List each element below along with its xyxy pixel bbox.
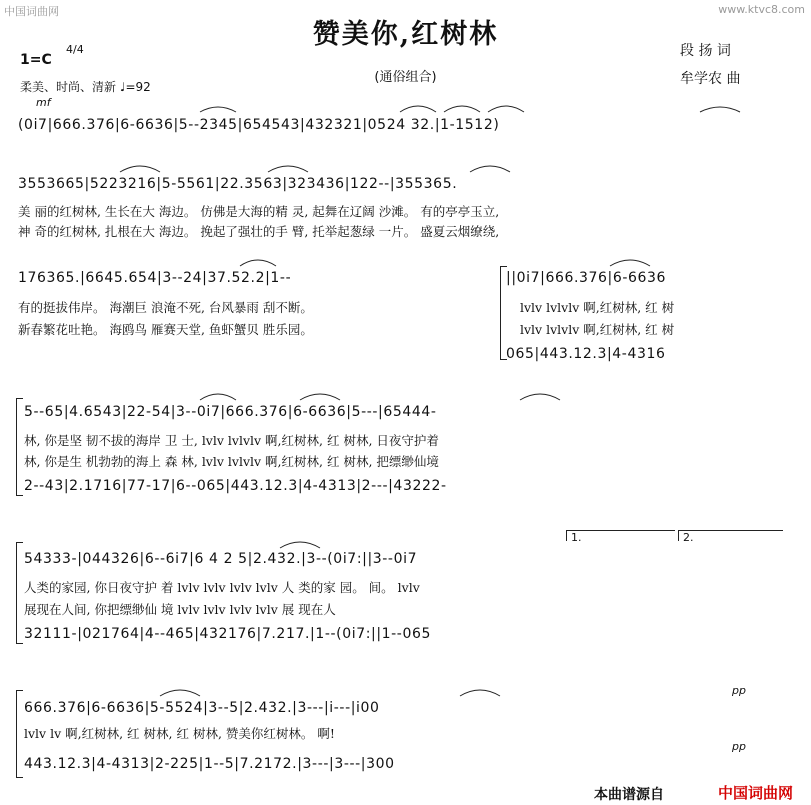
lyrics-5-line-2: 展现在人间, 你把缥缈仙 境 lvlv lvlv lvlv lvlv 展 现在人 bbox=[24, 602, 336, 617]
score-line-3-upper: ||0i7|666.376|6-6636 bbox=[506, 270, 667, 286]
lyrics-6-line-1: lvlv lv 啊,红树林, 红 树林, 红 树林, 赞美你红树林。 啊! bbox=[24, 726, 335, 741]
lyrics-5-line-1: 人类的家园, 你日夜守护 着 lvlv lvlv lvlv lvlv 人 类的家 园。 间。 lvlv bbox=[24, 580, 420, 595]
composer-credit: 牟学农 曲 bbox=[680, 71, 741, 87]
footer-brand-logo: 中国词曲网 bbox=[718, 784, 794, 802]
watermark-site-url: www.ktvc8.com bbox=[718, 3, 805, 16]
score-line-4-lower: 2--43|2.1716|77-17|6--065|443.12.3|4-4313|2---|43222- bbox=[24, 478, 447, 494]
score-line-6-upper: 666.376|6-6636|5-5524|3--5|2.432.|3---|i---|i00 bbox=[24, 700, 380, 716]
volta-first-ending: 1. bbox=[566, 530, 675, 541]
dynamic-pp-upper: pp bbox=[732, 684, 746, 697]
watermark-site-name: 中国词曲网 bbox=[4, 5, 59, 18]
song-title: 赞美你,红树林 bbox=[312, 19, 499, 50]
score-line-3-lower: 065|443.12.3|4-4316 bbox=[506, 346, 666, 362]
lyrics-3-verse-1: 有的挺拔伟岸。 海潮巨 浪淹不死, 台风暴雨 刮不断。 bbox=[18, 300, 313, 315]
score-line-6-lower: 443.12.3|4-4313|2-225|1--5|7.2172.|3---|3---|300 bbox=[24, 756, 395, 772]
key-signature: 1=C bbox=[20, 52, 52, 68]
score-line-4-upper: 5--65|4.6543|22-54|3--0i7|666.376|6-6636|5---|65444- bbox=[24, 404, 437, 420]
time-signature: 4/4 bbox=[66, 43, 84, 56]
song-subtitle: (通俗组合) bbox=[374, 70, 437, 85]
tempo-marking: 柔美、时尚、清新 ♩=92 bbox=[20, 80, 151, 94]
lyrics-verse-1: 美 丽的红树林, 生长在大 海边。 仿佛是大海的精 灵, 起舞在辽阔 沙滩。 有的亭亭玉立, bbox=[18, 204, 500, 219]
dynamic-pp-lower: pp bbox=[732, 740, 746, 753]
dynamic-marking: mf bbox=[36, 96, 51, 109]
lyrics-4-line-1: 林, 你是坚 韧不拔的海岸 卫 士, lvlv lvlvlv 啊,红树林, 红 树林, 日夜守护着 bbox=[24, 433, 439, 448]
score-line-verse-melody: 3553665|5223216|5-5561|22.3563|323436|122--|355365. bbox=[18, 176, 458, 192]
lyrics-4-line-2: 林, 你是生 机勃勃的海上 森 林, lvlv lvlvlv 啊,红树林, 红 树林, 把缥缈仙境 bbox=[24, 454, 439, 469]
score-line-5-lower: 32111-|021764|4--465|432176|7.217.|1--(0i7:||1--065 bbox=[24, 626, 431, 642]
score-line-3-melody: 176365.|6645.654|3--24|37.52.2|1-- bbox=[18, 270, 292, 286]
volta-second-ending: 2. bbox=[678, 530, 783, 541]
lyrics-verse-2: 神 奇的红树林, 扎根在大 海边。 挽起了强壮的手 臂, 托举起葱绿 一片。 盛夏云烟缭绕, bbox=[18, 224, 500, 239]
score-line-intro: (0i7|666.376|6-6636|5--2345|654543|432321|0524 32.|1-1512) bbox=[18, 117, 500, 133]
footer-source-label: 本曲谱源自 bbox=[594, 787, 664, 803]
score-line-5-upper: 54333-|044326|6--6i7|6 4 2 5|2.432.|3--(0i7:||3--0i7 bbox=[24, 551, 418, 567]
lyrics-3-verse-2: 新春繁花吐艳。 海鸥鸟 雁赛天堂, 鱼虾蟹贝 胜乐园。 bbox=[18, 322, 313, 337]
lyrics-3-upper-1: lvlv lvlvlv 啊,红树林, 红 树 bbox=[520, 300, 675, 315]
lyricist-credit: 段 扬 词 bbox=[680, 43, 731, 59]
lyrics-3-upper-2: lvlv lvlvlv 啊,红树林, 红 树 bbox=[520, 322, 675, 337]
